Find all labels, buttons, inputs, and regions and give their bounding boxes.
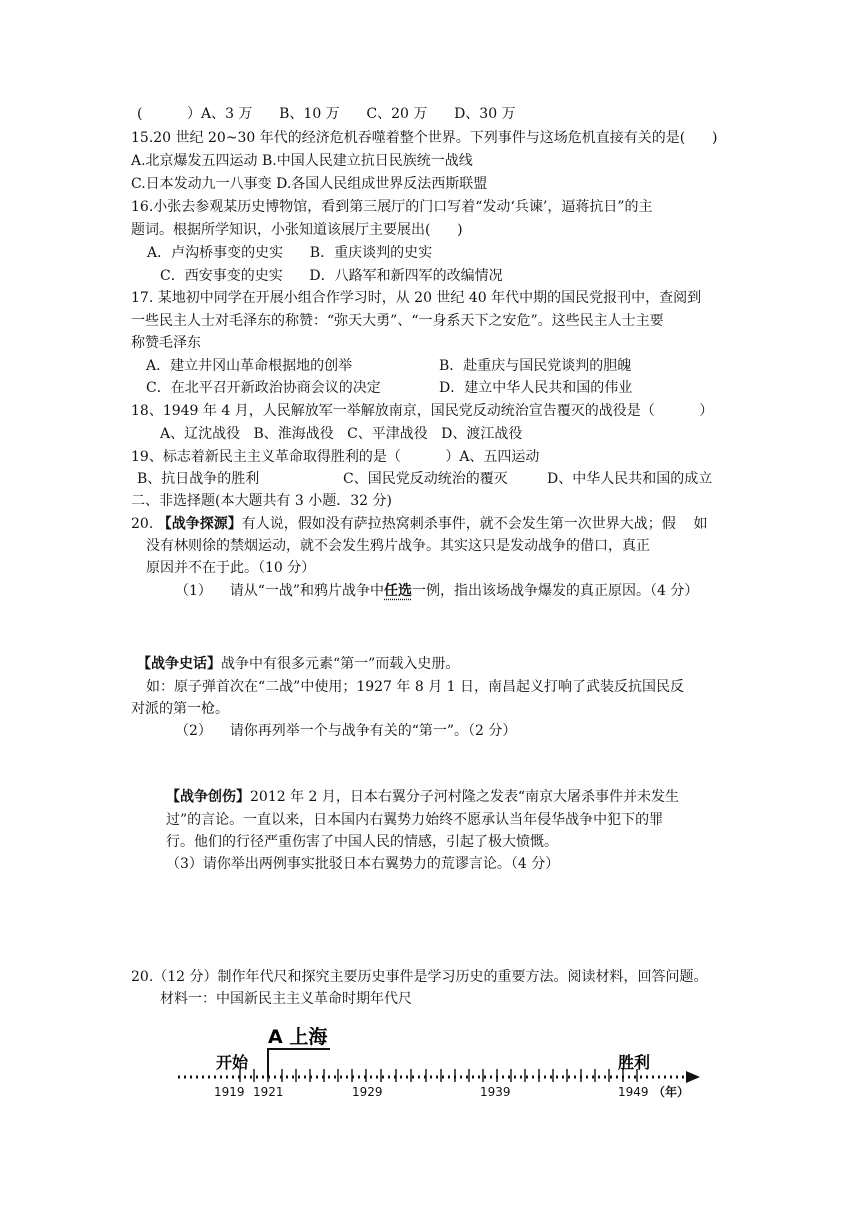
q20-sub1-emphasis: 任选 [384,583,413,599]
q20-sub2: （2） 请你再列举一个与战争有关的“第一”。（2 分） [175,723,517,739]
q19-option-d: D、中华人民共和国的成立 [547,471,713,487]
q20-part2-line2: 如：原子弹首次在“二战”中使用；1927 年 8 月 1 日，南昌起义打响了武装反抗国民反 [146,679,685,695]
q17-option-b: B．赴重庆与国民党谈判的胆魄 [439,358,632,374]
q19-option-b: B、抗日战争的胜利 [137,471,260,487]
year-1921: 1921 [253,1085,284,1099]
q17-stem-1: 17. 某地初中同学在开展小组合作学习时，从 20 世纪 40 年代中期的国民党报刊中，查阅到 [131,290,702,306]
year-1949: 1949 [618,1085,649,1099]
q17-stem-2: 一些民主人士对毛泽东的称赞：“弥天大勇”、“一身系天下之安危”。这些民主人士主要 [131,313,664,329]
q20-part1-line3: 原因并不在于此。（10 分） [146,560,316,576]
q20-part3-line2: 过”的言论。一直以来，日本国内右翼势力始终不愿承认当年侵华战争中犯下的罪 [166,812,664,828]
q18-stem: 18、1949 年 4 月，人民解放军一举解放南京，国民党反动统治宣告覆灭的战役是（ ） [131,403,714,419]
q20-part2-line3: 对派的第一枪。 [131,701,229,717]
q14-options: ( ）A、3 万 B、10 万 C、20 万 D、30 万 [137,106,516,122]
q20-part2-text: 战争中有很多元素“第一”而载入史册。 [221,656,460,672]
q19-stem: 19、标志着新民主主义革命取得胜利的是（ ）A、五四运动 [131,449,540,465]
q15-stem: 15.20 世纪 20~30 年代的经济危机吞噬着整个世界。下列事件与这场危机直接有关的是( ) [131,130,718,146]
section-two-heading: 二、非选择题(本大题共有 3 小题．32 分) [131,493,392,509]
q19-option-c: C、国民党反动统治的覆灭 [343,471,508,487]
material-one-caption: 材料一：中国新民主主义革命时期年代尺 [160,991,412,1007]
q17-option-c: C．在北平召开新政治协商会议的决定 [146,380,381,396]
q20-part3-text: 2012 年 2 月，日本右翼分子河村隆之发表“南京大屠杀事件并未发生 [250,789,680,805]
q20-sub1-c: 一例，指出该场战争爆发的真正原因。（4 分） [412,583,699,599]
q17-option-a: A．建立井冈山革命根据地的创举 [146,358,353,374]
q16-options-cd: C．西安事变的史实 D．八路军和新四军的改编情况 [160,268,503,284]
q20-part1-line2: 没有林则徐的禁烟运动，就不会发生鸦片战争。其实这只是发动战争的借口，真正 [146,538,650,554]
tag-war-origin: 【战争探源】 [157,516,242,532]
q20-sub1-a: （1） 请从“一战”和鸦片战争中 [175,583,385,599]
label-victory: 胜利 [618,1053,651,1072]
label-shanghai: A 上海 [268,1026,328,1048]
year-1919: 1919 [214,1085,245,1099]
q15-options-ab: A.北京爆发五四运动 B.中国人民建立抗日民族统一战线 [131,153,473,169]
q16-stem-1: 16.小张去参观某历史博物馆，看到第三展厅的门口写着“发动‘兵谏’，逼蒋抗日”的主 [131,199,653,215]
label-start: 开始 [216,1053,249,1072]
q17-option-d: D．建立中华人民共和国的伟业 [439,380,633,396]
tag-war-history: 【战争史话】 [137,656,221,672]
q20-part3-line3: 行。他们的行径严重伤害了中国人民的情感，引起了极大愤慨。 [166,834,558,850]
year-1929: 1929 [352,1085,383,1099]
q20-number: 20. [131,516,154,532]
q21-stem: 20.（12 分）制作年代尺和探究主要历史事件是学习历史的重要方法。阅读材料，回答问题。 [131,969,708,985]
year-1939: 1939 [480,1085,511,1099]
timeline-arrowhead [686,1071,700,1083]
q20-sub3: （3）请你举出两例事实批驳日本右翼势力的荒谬言论。（4 分） [166,856,560,872]
q16-stem-2: 题词。根据所学知识，小张知道该展厅主要展出( ) [131,222,463,238]
unit-year: （年） [653,1085,690,1099]
bracket-shanghai [268,1049,330,1077]
q20-part1-text: 有人说，假如没有萨拉热窝刺杀事件，就不会发生第一次世界大战；假 如 [241,516,708,532]
tag-war-trauma: 【战争创伤】 [166,789,250,805]
q18-options: A、辽沈战役 B、淮海战役 C、平津战役 D、渡江战役 [160,426,523,442]
q17-stem-3: 称赞毛泽东 [131,335,201,351]
q16-options-ab: A．卢沟桥事变的史实 B．重庆谈判的史实 [147,245,433,261]
q15-options-cd: C.日本发动九一八事变 D.各国人民组成世界反法西斯联盟 [131,176,488,192]
